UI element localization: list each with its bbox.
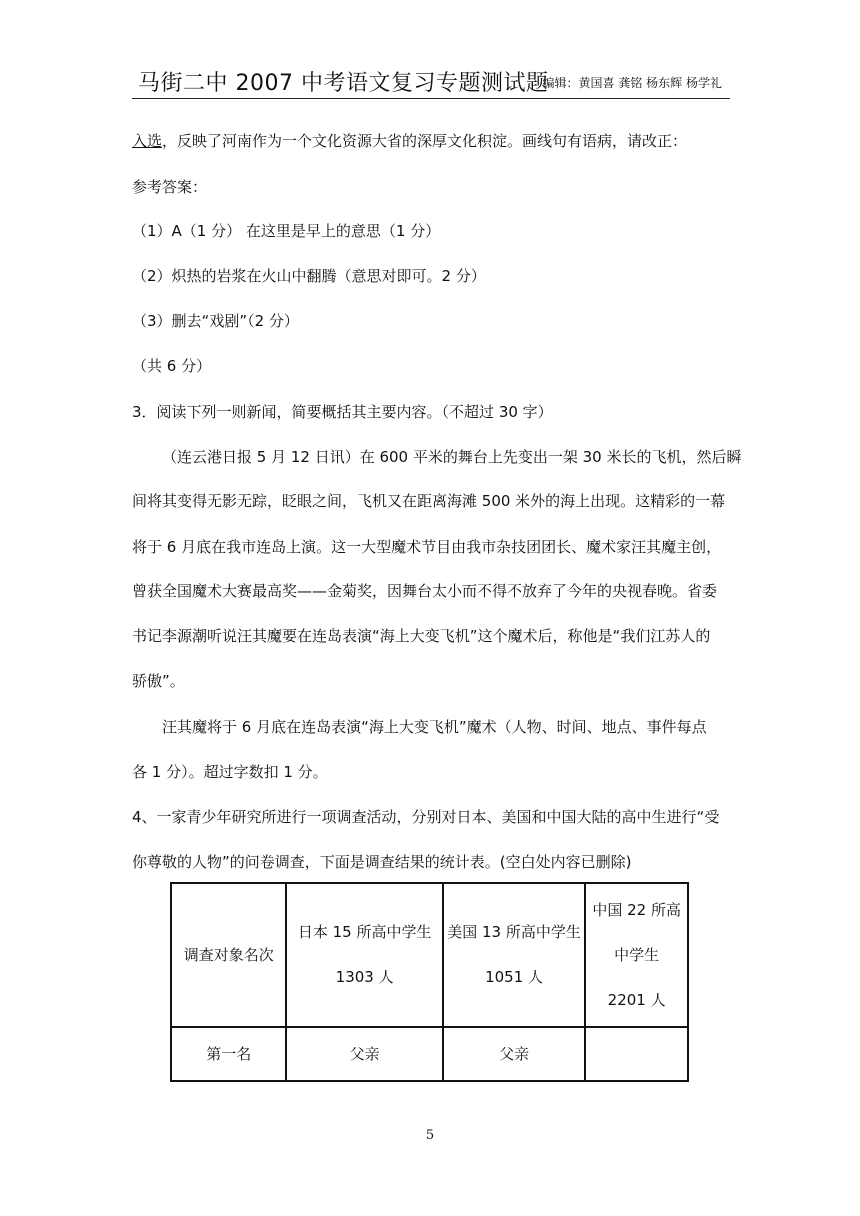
q3-answer-line-1: 汪其魔将于 6 月底在连岛表演“海上大变飞机”魔术（人物、时间、地点、事件每点 (162, 718, 707, 736)
survey-table (170, 882, 689, 1082)
table-header-china: 中国 22 所高 中学生 2201 人 (585, 883, 688, 1027)
table-corner-cell: 调查对象名次 (171, 883, 286, 1027)
table-cell-china (585, 1027, 688, 1081)
q3-answer-line-2: 各 1 分）。超过字数扣 1 分。 (132, 763, 328, 781)
table-header-usa: 美国 13 所高中学生 1051 人 (443, 883, 585, 1027)
answer-1: （1）A（1 分） 在这里是早上的意思（1 分） (132, 222, 441, 240)
answer-total: （共 6 分） (132, 357, 212, 375)
page-header (132, 66, 730, 99)
question-4-line-1: 4、一家青少年研究所进行一项调查活动，分别对日本、美国和中国大陆的高中生进行“受 (132, 808, 720, 826)
table-rank-cell: 第一名 (171, 1027, 286, 1081)
news-line-6: 骄傲”。 (132, 672, 185, 690)
table-header-japan: 日本 15 所高中学生 1303 人 (286, 883, 442, 1027)
news-line-1: （连云港日报 5 月 12 日讯）在 600 平米的舞台上先变出一架 30 米长的飞机，然后瞬 (162, 448, 742, 466)
question-4-line-2: 你尊敬的人物”的问卷调查，下面是调查结果的统计表。(空白处内容已删除) (132, 853, 632, 871)
table-row (171, 1027, 688, 1081)
news-line-2: 间将其变得无影无踪，眨眼之间，飞机又在距离海滩 500 米外的海上出现。这精彩的一幕 (132, 492, 726, 510)
page-number: 5 (425, 1128, 435, 1143)
news-line-3: 将于 6 月底在我市连岛上演。这一大型魔术节目由我市杂技团团长、魔术家汪其魔主创， (132, 538, 722, 556)
header-editors: 编辑：黄国喜 龚铭 杨东辉 杨学礼 (542, 76, 722, 90)
news-line-4: 曾获全国魔术大赛最高奖——金菊奖，因舞台太小而不得不放弃了今年的央视春晚。省委 (132, 582, 718, 600)
reference-answer-label: 参考答案： (132, 178, 208, 196)
question-text-rest: ，反映了河南作为一个文化资源大省的深厚文化积淀。画线句有语病，请改正： (162, 132, 688, 150)
table-cell-usa: 父亲 (443, 1027, 585, 1081)
header-title: 马街二中 2007 中考语文复习专题测试题 (138, 71, 549, 96)
table-header-row (171, 883, 688, 1027)
underlined-word: 入选 (132, 132, 163, 150)
answer-2: （2）炽热的岩浆在火山中翻腾（意思对即可。2 分） (132, 267, 486, 285)
question-text-line (132, 130, 687, 151)
news-line-5: 书记李源潮听说汪其魔要在连岛表演“海上大变飞机”这个魔术后，称他是“我们江苏人的 (132, 627, 711, 645)
table-cell-japan: 父亲 (286, 1027, 442, 1081)
question-3: 3．阅读下列一则新闻，简要概括其主要内容。（不超过 30 字） (132, 403, 553, 421)
answer-3: （3）删去“戏剧”（2 分） (132, 312, 299, 330)
